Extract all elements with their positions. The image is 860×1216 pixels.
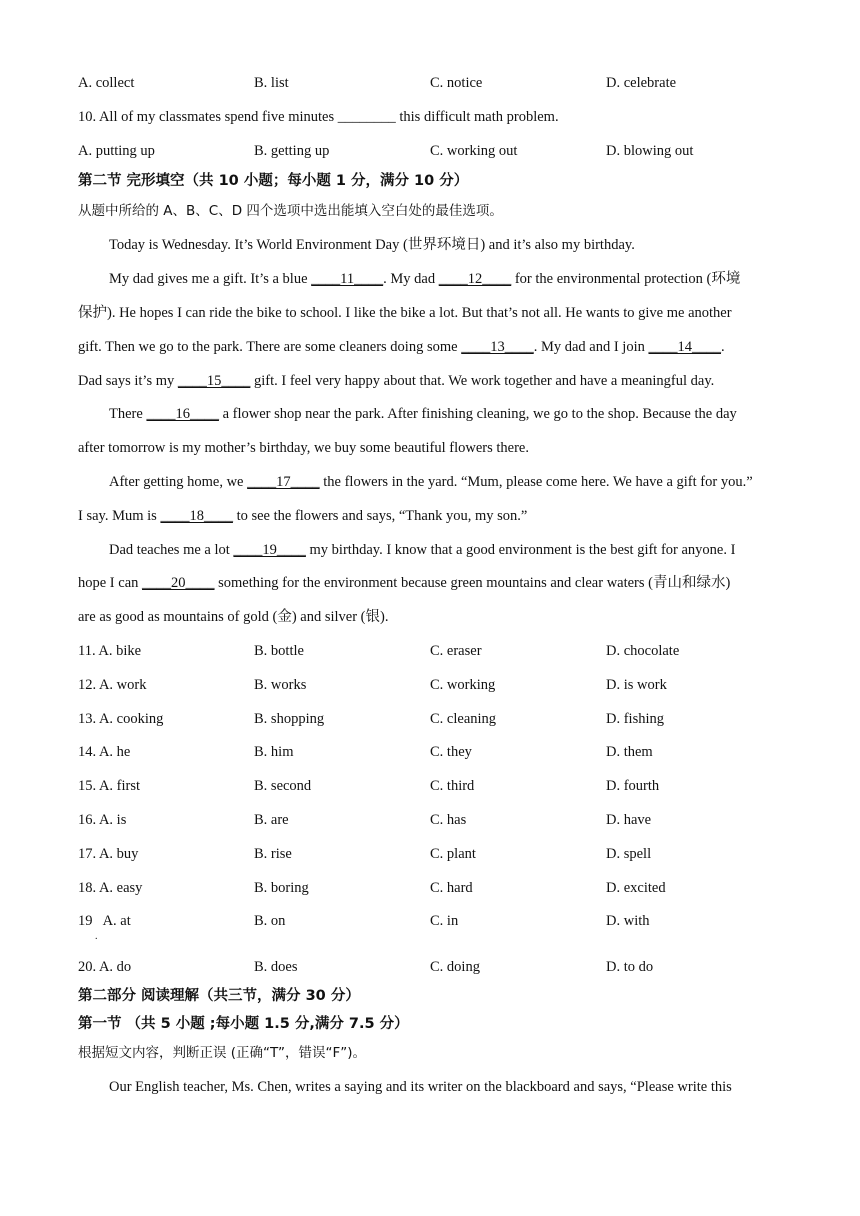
blank-18: ____18____ xyxy=(160,508,233,524)
option-c: C. plant xyxy=(430,846,476,862)
option-b: B. works xyxy=(254,677,307,693)
option-a: 13. A. cooking xyxy=(78,711,164,727)
text: . xyxy=(720,339,725,355)
text: Dad says it’s my xyxy=(78,373,178,389)
option-c: C. notice xyxy=(430,75,483,91)
option-b: B. on xyxy=(254,913,286,929)
passage-line xyxy=(78,541,735,559)
text: gift. I feel very happy about that. We work together and have a meaningful day. xyxy=(250,373,715,389)
option-c: C. they xyxy=(430,744,472,760)
option-a: 12. A. work xyxy=(78,677,147,693)
blank-12: ____12____ xyxy=(438,271,512,287)
option-c: C. doing xyxy=(430,959,480,975)
q19-dot: . xyxy=(95,931,98,942)
q9-options xyxy=(78,74,788,92)
option-d: D. celebrate xyxy=(606,75,677,91)
blank-14: ____14____ xyxy=(648,339,721,355)
text: . My dad xyxy=(383,271,439,287)
text: the flowers in the yard. “Mum, please come here. We have a gift for you.” xyxy=(319,474,753,490)
blank-15: ____15____ xyxy=(177,373,251,389)
cloze-options-11 xyxy=(78,642,788,660)
option-c: C. working out xyxy=(430,143,518,159)
passage-line: Today is Wednesday. It’s World Environment Day (世界环境日) and it’s also my birthday. xyxy=(109,237,635,253)
option-d: D. fourth xyxy=(606,778,660,794)
option-d: D. blowing out xyxy=(606,143,694,159)
text: a flower shop near the park. After finishing cleaning, we go to the shop. Because the day xyxy=(218,406,737,422)
option-a: 16. A. is xyxy=(78,812,127,828)
passage-line xyxy=(78,338,725,356)
option-a: 14. A. he xyxy=(78,744,131,760)
option-a: 17. A. buy xyxy=(78,846,139,862)
option-c: C. third xyxy=(430,778,475,794)
option-b: B. does xyxy=(254,959,298,975)
option-b: B. getting up xyxy=(254,143,330,159)
option-c: C. hard xyxy=(430,880,473,896)
blank-17: ____17____ xyxy=(247,474,320,490)
reading-text-line: Our English teacher, Ms. Chen, writes a saying and its writer on the blackboard and says, “Please write this xyxy=(109,1079,732,1095)
option-b: B. bottle xyxy=(254,643,304,659)
cloze-options-16 xyxy=(78,811,788,829)
cloze-options-18 xyxy=(78,879,788,897)
cloze-options-14 xyxy=(78,743,788,761)
passage-line xyxy=(78,473,753,491)
text: my birthday. I know that a good environment is the best gift for anyone. I xyxy=(305,542,736,558)
text: gift. Then we go to the park. There are some cleaners doing some xyxy=(78,339,462,355)
blank-13: ____13____ xyxy=(461,339,534,355)
passage-line: are as good as mountains of gold (金) and silver (银). xyxy=(78,609,389,625)
cloze-options-12 xyxy=(78,676,788,694)
option-d: D. is work xyxy=(606,677,667,693)
option-d: D. chocolate xyxy=(606,643,680,659)
option-b: B. second xyxy=(254,778,312,794)
part2-heading: 第二部分 阅读理解（共三节，满分 30 分） xyxy=(78,988,360,1004)
option-d: D. have xyxy=(606,812,652,828)
option-c: C. has xyxy=(430,812,467,828)
text: to see the flowers and says, “Thank you, my son.” xyxy=(232,508,528,524)
cloze-options-20 xyxy=(78,958,788,976)
option-c: C. in xyxy=(430,913,459,929)
option-a: 15. A. first xyxy=(78,778,141,794)
option-a: 18. A. easy xyxy=(78,880,143,896)
option-b: B. rise xyxy=(254,846,292,862)
option-c: C. cleaning xyxy=(430,711,497,727)
blank-20: ____20____ xyxy=(142,575,215,591)
text: something for the environment because green mountains and clear waters (青山和绿水) xyxy=(214,575,731,591)
cloze-options-13 xyxy=(78,710,788,728)
text: I say. Mum is xyxy=(78,508,161,524)
option-c: C. working xyxy=(430,677,496,693)
cloze-options-19 xyxy=(78,912,788,930)
text: Dad teaches me a lot xyxy=(109,542,234,558)
option-d: D. excited xyxy=(606,880,666,896)
section2-heading: 第二节 完形填空（共 10 小题；每小题 1 分，满分 10 分） xyxy=(78,173,469,189)
option-c: C. eraser xyxy=(430,643,482,659)
option-d: D. spell xyxy=(606,846,652,862)
cloze-options-17 xyxy=(78,845,788,863)
passage-line xyxy=(78,372,714,390)
blank-16: ____16____ xyxy=(146,406,219,422)
option-b: B. are xyxy=(254,812,289,828)
part2-instruction: 根据短文内容，判断正误 (正确“T”，错误“F”)。 xyxy=(78,1045,367,1061)
cloze-options-15 xyxy=(78,777,788,795)
option-a: A. collect xyxy=(78,75,135,91)
option-b: B. list xyxy=(254,75,289,91)
option-a: A. putting up xyxy=(78,143,155,159)
passage-line: 保护). He hopes I can ride the bike to school. I like the bike a lot. But that’s not all. He wants to give me another xyxy=(78,305,732,321)
option-d: D. fishing xyxy=(606,711,664,727)
option-b: B. boring xyxy=(254,880,309,896)
text: . My dad and I join xyxy=(533,339,649,355)
option-b: B. him xyxy=(254,744,294,760)
option-b: B. shopping xyxy=(254,711,325,727)
q10-options xyxy=(78,142,788,160)
option-d: D. to do xyxy=(606,959,654,975)
text: My dad gives me a gift. It’s a blue xyxy=(109,271,312,287)
passage-line xyxy=(78,507,527,525)
blank-19: ____19____ xyxy=(233,542,306,558)
passage-line xyxy=(78,270,740,288)
passage-line xyxy=(78,405,737,423)
passage-line xyxy=(78,574,730,592)
option-a: 11. A. bike xyxy=(78,643,142,659)
option-a: 19 A. at xyxy=(78,913,131,929)
option-a: 20. A. do xyxy=(78,959,132,975)
text: hope I can xyxy=(78,575,143,591)
option-d: D. them xyxy=(606,744,653,760)
section2-instruction: 从题中所给的 A、B、C、D 四个选项中选出能填入空白处的最佳选项。 xyxy=(78,203,503,219)
option-d: D. with xyxy=(606,913,650,929)
q10-stem: 10. All of my classmates spend five minutes ________ this difficult math problem. xyxy=(78,109,559,125)
blank-11: ____11____ xyxy=(311,271,384,287)
passage-line: after tomorrow is my mother’s birthday, we buy some beautiful flowers there. xyxy=(78,440,529,456)
text: There xyxy=(109,406,147,422)
text: for the environmental protection (环境 xyxy=(511,271,741,287)
part2-section1-heading: 第一节 （共 5 小题 ;每小题 1.5 分,满分 7.5 分） xyxy=(78,1016,409,1032)
text: After getting home, we xyxy=(109,474,248,490)
